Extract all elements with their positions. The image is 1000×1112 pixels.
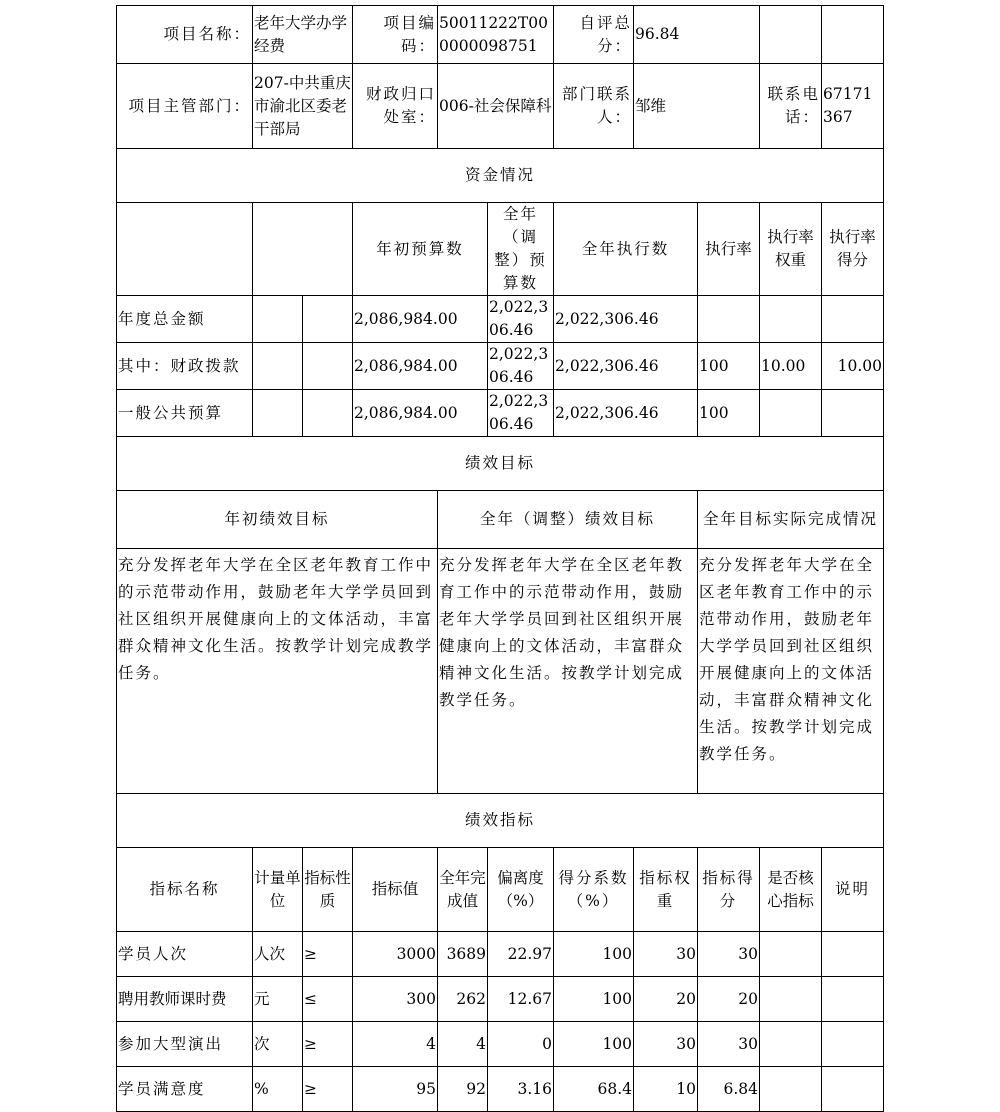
funds-col-weight: 执行率权重 (760, 203, 822, 296)
empty-cell (253, 203, 353, 296)
goals-text-row (117, 549, 884, 794)
ind-actual: 4 (438, 1022, 488, 1067)
ind-coef: 100 (554, 1022, 634, 1067)
ind-deviation: 0 (488, 1022, 554, 1067)
empty-cell (253, 343, 303, 390)
project-code-label: 项目编码： (353, 6, 438, 64)
ind-col-target: 指标值 (353, 848, 438, 932)
funds-adjusted-value: 2,022,306.46 (488, 343, 554, 390)
funds-initial-value: 2,086,984.00 (353, 343, 488, 390)
department-info-row (117, 64, 884, 149)
ind-col-note: 说明 (822, 848, 884, 932)
indicators-section-row (117, 794, 884, 848)
ind-unit: 人次 (253, 932, 303, 977)
ind-weight: 20 (634, 977, 698, 1022)
ind-col-score: 指标得分 (698, 848, 760, 932)
finance-office-label: 财政归口处室： (353, 64, 438, 149)
ind-coef: 100 (554, 932, 634, 977)
ind-target: 300 (353, 977, 438, 1022)
indicator-row (117, 932, 884, 977)
empty-cell (303, 296, 353, 343)
funds-col-score: 执行率得分 (822, 203, 884, 296)
funds-score-value (822, 390, 884, 437)
goals-section-title: 绩效目标 (117, 437, 884, 491)
indicator-row (117, 1022, 884, 1067)
funds-initial-value: 2,086,984.00 (353, 390, 488, 437)
empty-cell (117, 203, 253, 296)
ind-deviation: 22.97 (488, 932, 554, 977)
ind-col-nature: 指标性质 (303, 848, 353, 932)
funds-rate-value (698, 296, 760, 343)
ind-name: 学员满意度 (117, 1067, 253, 1112)
ind-actual: 92 (438, 1067, 488, 1112)
ind-coef: 100 (554, 977, 634, 1022)
ind-actual: 3689 (438, 932, 488, 977)
goals-adjusted-text: 充分发挥老年大学在全区老年教育工作中的示范带动作用，鼓励老年大学学员回到社区组织开展健康向上的文体活动，丰富群众精神文化生活。按教学计划完成教学任务。 (438, 549, 698, 794)
goals-section-row (117, 437, 884, 491)
ind-coef: 68.4 (554, 1067, 634, 1112)
ind-core (760, 932, 822, 977)
self-score-value: 96.84 (634, 6, 760, 64)
funds-adjusted-value: 2,022,306.46 (488, 390, 554, 437)
empty-cell (253, 296, 303, 343)
contact-label: 部门联系人： (554, 64, 634, 149)
ind-unit: 元 (253, 977, 303, 1022)
funds-weight-value (760, 296, 822, 343)
funds-adjusted-value: 2,022,306.46 (488, 296, 554, 343)
funds-weight-value: 10.00 (760, 343, 822, 390)
funds-section-row (117, 149, 884, 203)
ind-col-weight: 指标权重 (634, 848, 698, 932)
ind-actual: 262 (438, 977, 488, 1022)
funds-header-row (117, 203, 884, 296)
funds-row-label: 年度总金额 (117, 296, 253, 343)
ind-core (760, 1067, 822, 1112)
ind-col-deviation: 偏离度（%） (488, 848, 554, 932)
ind-score: 20 (698, 977, 760, 1022)
ind-nature: ≥ (303, 932, 353, 977)
ind-note (822, 977, 884, 1022)
funds-executed-value: 2,022,306.46 (554, 296, 698, 343)
ind-weight: 30 (634, 932, 698, 977)
funds-executed-value: 2,022,306.46 (554, 390, 698, 437)
funds-rate-value: 100 (698, 390, 760, 437)
ind-name: 聘用教师课时费 (117, 977, 253, 1022)
empty-cell (303, 343, 353, 390)
phone-value: 67171367 (822, 64, 884, 149)
project-info-row (117, 6, 884, 64)
goals-initial-text: 充分发挥老年大学在全区老年教育工作中的示范带动作用，鼓励老年大学学员回到社区组织开展健康向上的文体活动，丰富群众精神文化生活。按教学计划完成教学任务。 (117, 549, 438, 794)
ind-target: 4 (353, 1022, 438, 1067)
ind-unit: % (253, 1067, 303, 1112)
ind-target: 3000 (353, 932, 438, 977)
ind-note (822, 932, 884, 977)
goals-actual-text: 充分发挥老年大学在全区老年教育工作中的示范带动作用，鼓励老年大学学员回到社区组织开展健康向上的文体活动，丰富群众精神文化生活。按教学计划完成教学任务。 (698, 549, 884, 794)
ind-score: 6.84 (698, 1067, 760, 1112)
ind-nature: ≥ (303, 1022, 353, 1067)
funds-initial-value: 2,086,984.00 (353, 296, 488, 343)
funds-col-adjusted: 全年（调整）预算数 (488, 203, 554, 296)
ind-unit: 次 (253, 1022, 303, 1067)
ind-name: 参加大型演出 (117, 1022, 253, 1067)
project-name-label: 项目名称： (117, 6, 253, 64)
ind-score: 30 (698, 1022, 760, 1067)
department-label: 项目主管部门： (117, 64, 253, 149)
ind-score: 30 (698, 932, 760, 977)
ind-weight: 30 (634, 1022, 698, 1067)
indicator-row (117, 1067, 884, 1112)
funds-row-label: 一般公共预算 (117, 390, 253, 437)
funds-row (117, 343, 884, 390)
performance-evaluation-table (116, 5, 884, 1112)
ind-nature: ≥ (303, 1067, 353, 1112)
contact-value: 邹维 (634, 64, 760, 149)
funds-score-value: 10.00 (822, 343, 884, 390)
funds-row-label: 其中：财政拨款 (117, 343, 253, 390)
ind-nature: ≤ (303, 977, 353, 1022)
goals-col-adjusted: 全年（调整）绩效目标 (438, 491, 698, 549)
goals-col-actual: 全年目标实际完成情况 (698, 491, 884, 549)
funds-col-executed: 全年执行数 (554, 203, 698, 296)
project-code-value: 50011222T000000098751 (438, 6, 554, 64)
indicators-section-title: 绩效指标 (117, 794, 884, 848)
ind-target: 95 (353, 1067, 438, 1112)
funds-col-initial: 年初预算数 (353, 203, 488, 296)
ind-note (822, 1067, 884, 1112)
ind-deviation: 12.67 (488, 977, 554, 1022)
funds-col-rate: 执行率 (698, 203, 760, 296)
ind-name: 学员人次 (117, 932, 253, 977)
funds-row (117, 390, 884, 437)
ind-col-core: 是否核心指标 (760, 848, 822, 932)
ind-deviation: 3.16 (488, 1067, 554, 1112)
ind-weight: 10 (634, 1067, 698, 1112)
empty-cell (760, 6, 822, 64)
ind-note (822, 1022, 884, 1067)
ind-col-unit: 计量单位 (253, 848, 303, 932)
ind-col-name: 指标名称 (117, 848, 253, 932)
ind-col-actual: 全年完成值 (438, 848, 488, 932)
ind-core (760, 977, 822, 1022)
empty-cell (303, 390, 353, 437)
funds-weight-value (760, 390, 822, 437)
funds-score-value (822, 296, 884, 343)
indicator-row (117, 977, 884, 1022)
funds-rate-value: 100 (698, 343, 760, 390)
self-score-label: 自评总分： (554, 6, 634, 64)
goals-col-initial: 年初绩效目标 (117, 491, 438, 549)
indicators-header-row (117, 848, 884, 932)
goals-header-row (117, 491, 884, 549)
funds-section-title: 资金情况 (117, 149, 884, 203)
empty-cell (253, 390, 303, 437)
department-value: 207-中共重庆市渝北区委老干部局 (253, 64, 353, 149)
ind-core (760, 1022, 822, 1067)
project-name-value: 老年大学办学经费 (253, 6, 353, 64)
empty-cell (822, 6, 884, 64)
ind-col-coef: 得分系数（%） (554, 848, 634, 932)
funds-row (117, 296, 884, 343)
finance-office-value: 006-社会保障科 (438, 64, 554, 149)
funds-executed-value: 2,022,306.46 (554, 343, 698, 390)
phone-label: 联系电话： (760, 64, 822, 149)
